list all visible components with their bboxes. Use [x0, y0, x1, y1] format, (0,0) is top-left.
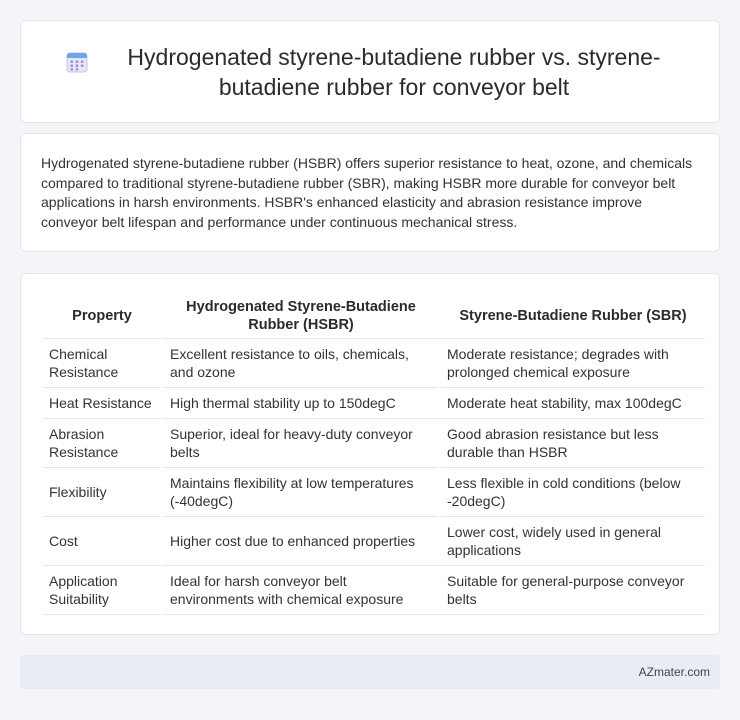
- comparison-table: [40, 294, 708, 615]
- sbr-cell: Good abrasion resistance but less durable than HSBR: [441, 418, 705, 467]
- table-row: [43, 338, 705, 387]
- sbr-cell: Lower cost, widely used in general applications: [441, 516, 705, 565]
- table-card: [20, 273, 720, 635]
- footer-brand: AZmater.com: [638, 665, 710, 679]
- sbr-cell: Moderate heat stability, max 100degC: [441, 387, 705, 418]
- sbr-cell: Suitable for general-purpose conveyor belts: [441, 565, 705, 615]
- table-header-row: [43, 294, 705, 338]
- hsbr-cell: Excellent resistance to oils, chemicals, and ozone: [164, 338, 438, 387]
- summary-card: [20, 133, 720, 252]
- table-row: [43, 467, 705, 516]
- sbr-cell: Less flexible in cold conditions (below -20degC): [441, 467, 705, 516]
- property-cell: Chemical Resistance: [43, 338, 161, 387]
- sbr-cell: Moderate resistance; degrades with prolonged chemical exposure: [441, 338, 705, 387]
- header-hsbr: Hydrogenated Styrene-Butadiene Rubber (HSBR): [186, 299, 416, 333]
- calendar-icon: [66, 51, 88, 73]
- table-row: [43, 516, 705, 565]
- property-cell: Flexibility: [43, 467, 161, 516]
- table-row: [43, 565, 705, 615]
- summary-text: Hydrogenated styrene-butadiene rubber (HSBR) offers superior resistance to heat, ozone, and chemicals compared to traditional styrene-butadiene rubber (SBR), making HSBR more durable for conveyor belt applications in harsh environments. HSBR's enhanced elasticity and abrasion resistance improve conveyor belt lifespan and performance under continuous mechanical stress.: [41, 155, 693, 230]
- hsbr-cell: Superior, ideal for heavy-duty conveyor belts: [164, 418, 438, 467]
- header-sbr: Styrene-Butadiene Rubber (SBR): [459, 308, 687, 324]
- table-row: [43, 418, 705, 467]
- property-cell: Heat Resistance: [43, 387, 161, 418]
- property-cell: Application Suitability: [43, 565, 161, 615]
- hsbr-cell: Maintains flexibility at low temperatures (-40degC): [164, 467, 438, 516]
- table-row: [43, 387, 705, 418]
- hsbr-cell: Higher cost due to enhanced properties: [164, 516, 438, 565]
- title-wrap: [66, 42, 674, 102]
- footer: [20, 655, 720, 689]
- title-card: [20, 20, 720, 123]
- property-cell: Abrasion Resistance: [43, 418, 161, 467]
- page-title: Hydrogenated styrene-butadiene rubber vs. styrene-butadiene rubber for conveyor belt: [127, 43, 661, 100]
- property-cell: Cost: [43, 516, 161, 565]
- hsbr-cell: High thermal stability up to 150degC: [164, 387, 438, 418]
- header-property: Property: [72, 308, 132, 324]
- hsbr-cell: Ideal for harsh conveyor belt environments with chemical exposure: [164, 565, 438, 615]
